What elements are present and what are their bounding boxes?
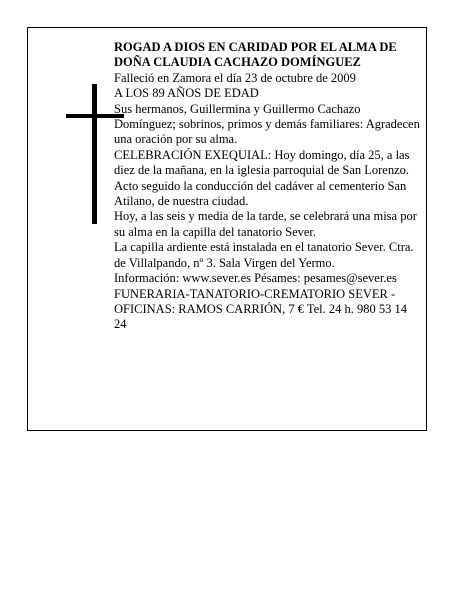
cross-icon bbox=[92, 84, 97, 224]
chapel-paragraph: La capilla ardiente está instalada en el tanatorio Sever. Ctra. de Villalpando, nº 3. Sala Virgen del Yermo. bbox=[114, 240, 414, 270]
family-paragraph: Sus hermanos, Guillermina y Guillermo Cachazo Domínguez; sobrinos, primos y demás familiares: Agradecen una oración por su alma. bbox=[114, 101, 420, 147]
information-paragraph: Información: www.sever.es Pésames: pesames@sever.es bbox=[114, 271, 397, 286]
notice-text bbox=[114, 40, 420, 333]
age-line: A LOS 89 AÑOS DE EDAD bbox=[114, 86, 259, 101]
death-info: Falleció en Zamora el día 23 de octubre de 2009 bbox=[114, 70, 356, 85]
funeral-home-paragraph: FUNERARIA-TANATORIO-CREMATORIO SEVER - OFICINAS: RAMOS CARRIÓN, 7 € Tel. 24 h. 980 53 14 24 bbox=[114, 286, 408, 332]
notice-heading: ROGAD A DIOS EN CARIDAD POR EL ALMA DE DOÑA CLAUDIA CACHAZO DOMÍNGUEZ bbox=[114, 40, 397, 70]
funeral-paragraph: CELEBRACIÓN EXEQUIAL: Hoy domingo, día 25, a las diez de la mañana, en la iglesia parroquial de San Lorenzo. Acto seguido la conducción del cadáver al cementerio San Atilano, de nuestra ciudad. bbox=[114, 147, 410, 209]
mass-paragraph: Hoy, a las seis y media de la tarde, se celebrará una misa por su alma en la capilla del tanatorio Sever. bbox=[114, 209, 417, 239]
